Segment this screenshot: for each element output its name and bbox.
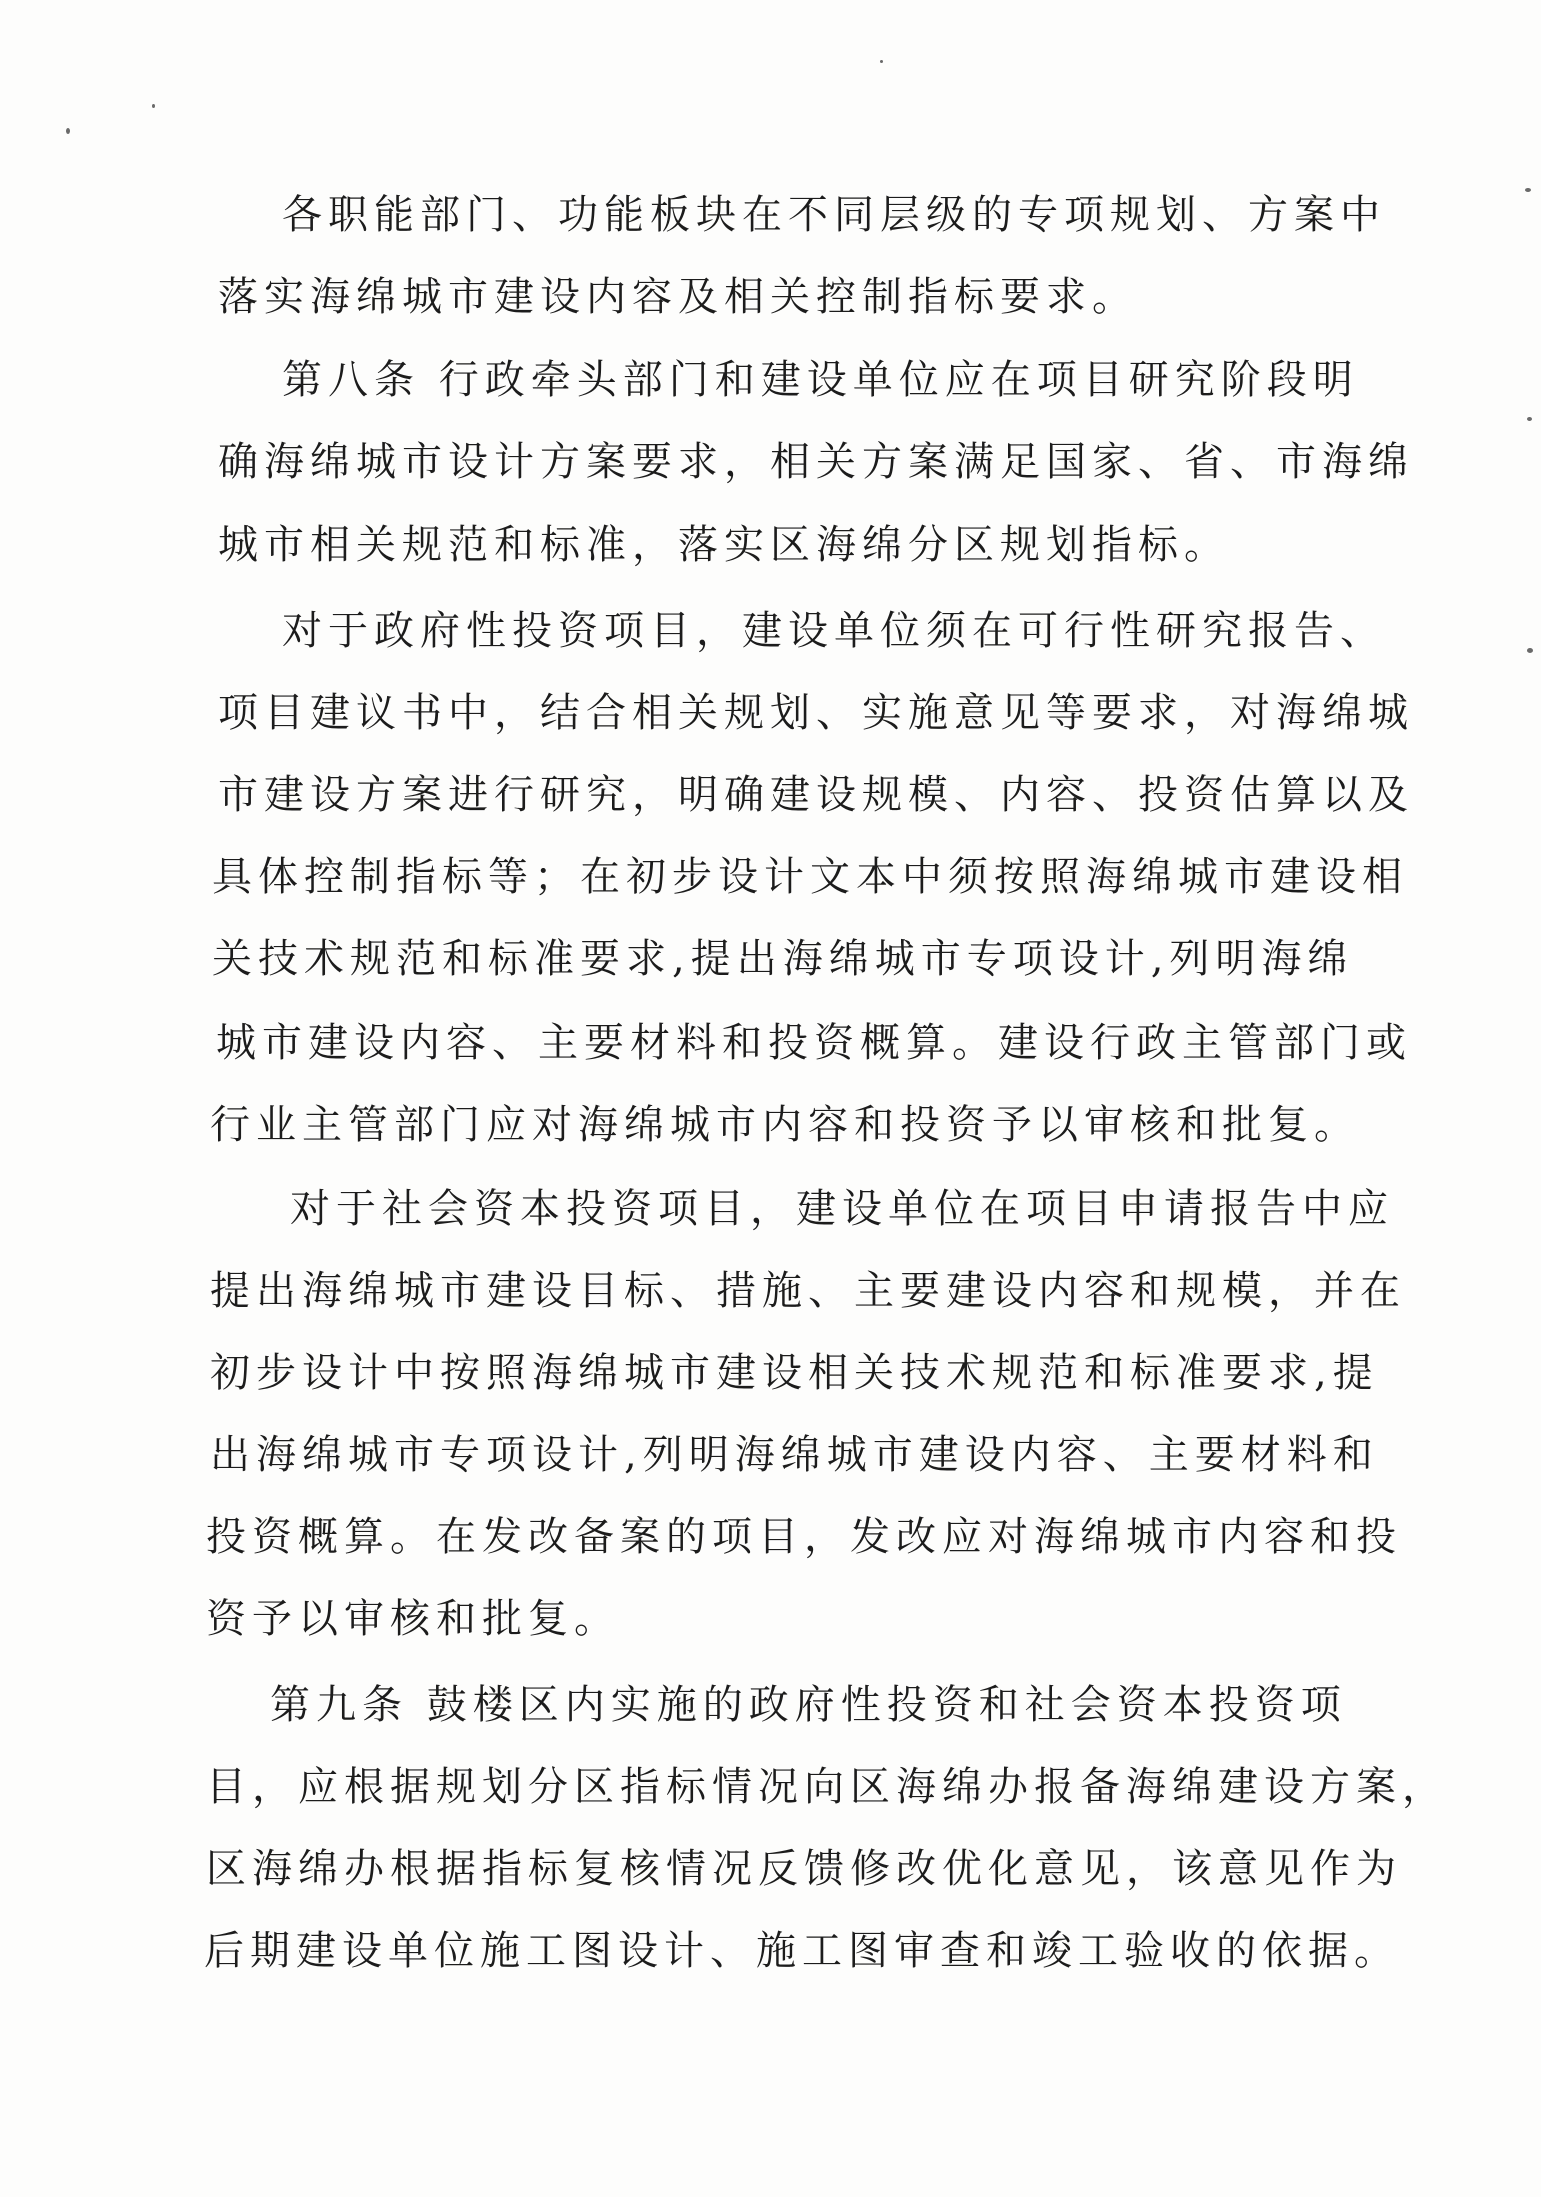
scan-speck	[880, 60, 883, 63]
text-line: 对于社会资本投资项目，建设单位在项目申请报告中应	[290, 1186, 1394, 1232]
scan-speck	[66, 128, 70, 134]
article-heading-line: 第八条 行政牵头部门和建设单位应在项目研究阶段明	[282, 357, 1359, 403]
text-line: 目，应根据规划分区指标情况向区海绵办报备海绵建设方案，	[206, 1764, 1448, 1810]
text-line: 市建设方案进行研究，明确建设规模、内容、投资估算以及	[218, 772, 1414, 818]
text-line: 具体控制指标等；在初步设计文本中须按照海绵城市建设相	[212, 854, 1408, 900]
text-line: 行业主管部门应对海绵城市内容和投资予以审核和批复。	[210, 1102, 1360, 1148]
text-line: 区海绵办根据指标复核情况反馈修改优化意见，该意见作为	[206, 1846, 1402, 1892]
text-line: 确海绵城市设计方案要求，相关方案满足国家、省、市海绵	[218, 439, 1414, 485]
scan-speck	[1527, 648, 1533, 653]
text-line: 落实海绵城市建设内容及相关控制指标要求。	[218, 274, 1138, 320]
article-heading-line: 第九条 鼓楼区内实施的政府性投资和社会资本投资项	[270, 1682, 1347, 1728]
text-line: 提出海绵城市建设目标、措施、主要建设内容和规模，并在	[210, 1268, 1406, 1314]
text-line: 项目建议书中，结合相关规划、实施意见等要求，对海绵城	[218, 690, 1414, 736]
text-line: 投资概算。在发改备案的项目，发改应对海绵城市内容和投	[206, 1514, 1402, 1560]
scan-speck	[1527, 417, 1532, 421]
text-line: 后期建设单位施工图设计、施工图审查和竣工验收的依据。	[204, 1928, 1400, 1974]
text-line: 城市建设内容、主要材料和投资概算。建设行政主管部门或	[216, 1020, 1412, 1066]
scan-speck	[1525, 188, 1531, 192]
scan-speck	[152, 104, 155, 108]
text-line: 关技术规范和标准要求,提出海绵城市专项设计,列明海绵	[212, 936, 1354, 982]
text-line: 城市相关规范和标准，落实区海绵分区规划指标。	[218, 522, 1230, 568]
text-line: 对于政府性投资项目，建设单位须在可行性研究报告、	[282, 608, 1386, 654]
text-line: 各职能部门、功能板块在不同层级的专项规划、方案中	[282, 192, 1386, 238]
text-line: 初步设计中按照海绵城市建设相关技术规范和标准要求,提	[210, 1350, 1379, 1396]
text-line: 出海绵城市专项设计,列明海绵城市建设内容、主要材料和	[210, 1432, 1379, 1478]
text-line: 资予以审核和批复。	[206, 1596, 620, 1642]
